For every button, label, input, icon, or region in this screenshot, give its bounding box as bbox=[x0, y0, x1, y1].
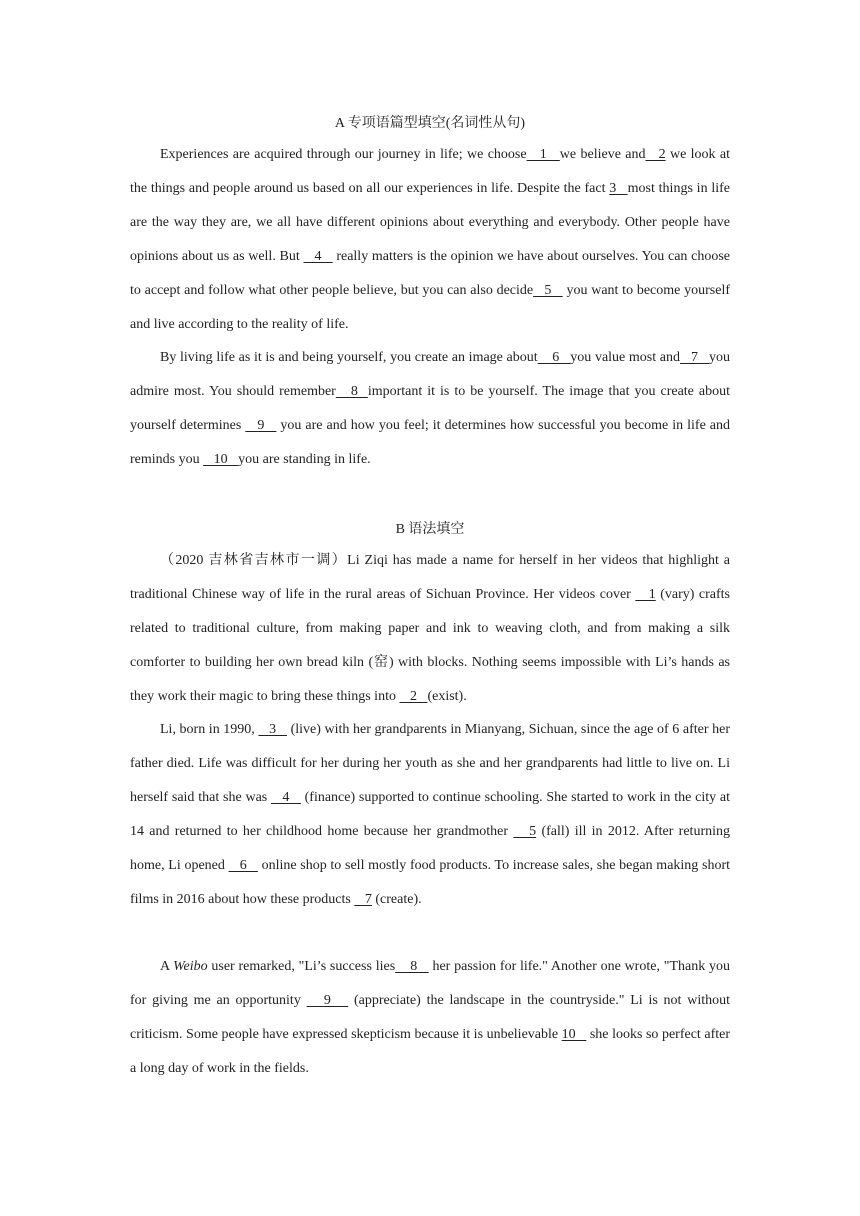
blank-b5[interactable]: 5 bbox=[513, 824, 537, 839]
blank-b10[interactable]: 10 bbox=[561, 1027, 587, 1042]
blank-6[interactable]: 6 bbox=[537, 350, 571, 365]
text: user remarked, "Li’s success lies bbox=[207, 959, 396, 974]
blank-b4[interactable]: 4 bbox=[271, 790, 301, 805]
blank-b3[interactable]: 3 bbox=[258, 722, 287, 737]
text: online shop to sell mostly food products. To increase sales, she began making short films in 2016 about how these products bbox=[130, 858, 730, 907]
text: By living life as it is and being yourself, you create an image about bbox=[160, 350, 538, 365]
blank-b8[interactable]: 8 bbox=[395, 959, 429, 974]
text: (finance) supported to continue schooling. She started to work in the city at 14 and returned to her childhood home because her grandmother bbox=[130, 790, 731, 839]
section-a-paragraph-2 bbox=[130, 341, 730, 477]
blank-b1[interactable]: 1 bbox=[635, 587, 656, 602]
text: A bbox=[160, 959, 174, 974]
blank-b7[interactable]: 7 bbox=[354, 892, 372, 907]
text: most things in life are the way they are, we all have different opinions about everything and everybody. Other people have opinions about us as well. But bbox=[130, 181, 731, 264]
text: you admire most. You should remember bbox=[130, 350, 730, 399]
blank-9[interactable]: 9 bbox=[245, 418, 277, 433]
text: we look at the things and people around us based on all our experiences in life. Despite the fact bbox=[130, 147, 731, 196]
section-a-title: A 专项语篇型填空(名词性从句) bbox=[334, 116, 526, 131]
blank-2[interactable]: 2 bbox=[645, 147, 666, 162]
text: important it is to be yourself. The image that you create about yourself determines bbox=[130, 384, 730, 433]
blank-b6[interactable]: 6 bbox=[228, 858, 258, 873]
text: （2020 吉林省吉林市一调）Li Ziqi has made a name for herself in her videos that highlight a traditional Chinese way of life in the rural areas of Sichuan Province. Her videos cover bbox=[130, 553, 730, 602]
blank-5[interactable]: 5 bbox=[533, 283, 563, 298]
weibo-word: Weibo bbox=[173, 959, 208, 974]
text: (create). bbox=[371, 892, 422, 907]
text: (exist). bbox=[427, 689, 467, 704]
text: Experiences are acquired through our journey in life; we choose bbox=[160, 147, 527, 162]
section-b-title: B 语法填空 bbox=[395, 522, 465, 537]
text: you are and how you feel; it determines how successful you become in life and reminds you bbox=[130, 418, 731, 467]
blank-b9[interactable]: 9 bbox=[306, 993, 349, 1008]
text: Li, born in 1990, bbox=[160, 722, 259, 737]
text: (appreciate) the landscape in the countryside." Li is not without criticism. Some people have expressed skepticism because it is unbelievable bbox=[130, 993, 730, 1042]
blank-b2[interactable]: 2 bbox=[399, 689, 428, 704]
text: (fall) ill in 2012. After returning home, Li opened bbox=[130, 824, 730, 873]
text: (vary) crafts related to traditional culture, from making paper and ink to weaving cloth, and from making a silk comforter to building her own bread kiln (窑) with blocks. Nothing seems impossible with Li’s hands as they work their magic to bring these things into bbox=[130, 587, 730, 704]
text: really matters is the opinion we have about ourselves. You can choose to accept and follow what other people believe, but you can also decide bbox=[130, 249, 730, 298]
text: (live) with her grandparents in Mianyang, Sichuan, since the age of 6 after her father died. Life was difficult for her during her youth as she and her grandparents had little to live on. Li herself said that she was bbox=[130, 722, 730, 805]
text: you value most and bbox=[570, 350, 681, 365]
text: you are standing in life. bbox=[238, 452, 371, 467]
text: we believe and bbox=[559, 147, 646, 162]
section-b-paragraph-1 bbox=[130, 544, 730, 714]
section-a-paragraph-1 bbox=[130, 138, 730, 342]
blank-7[interactable]: 7 bbox=[680, 350, 709, 365]
section-b-paragraph-3 bbox=[130, 950, 730, 1086]
blank-8[interactable]: 8 bbox=[335, 384, 368, 399]
text: she looks so perfect after a long day of work in the fields. bbox=[130, 1027, 731, 1076]
section-b-paragraph-2 bbox=[130, 713, 730, 917]
text: you want to become yourself and live according to the reality of life. bbox=[130, 283, 730, 332]
blank-3[interactable]: 3 bbox=[609, 181, 628, 196]
text: her passion for life." Another one wrote, "Thank you for giving me an opportunity bbox=[130, 959, 730, 1008]
blank-4[interactable]: 4 bbox=[303, 249, 333, 264]
blank-10[interactable]: 10 bbox=[203, 452, 239, 467]
blank-1[interactable]: 1 bbox=[526, 147, 560, 162]
